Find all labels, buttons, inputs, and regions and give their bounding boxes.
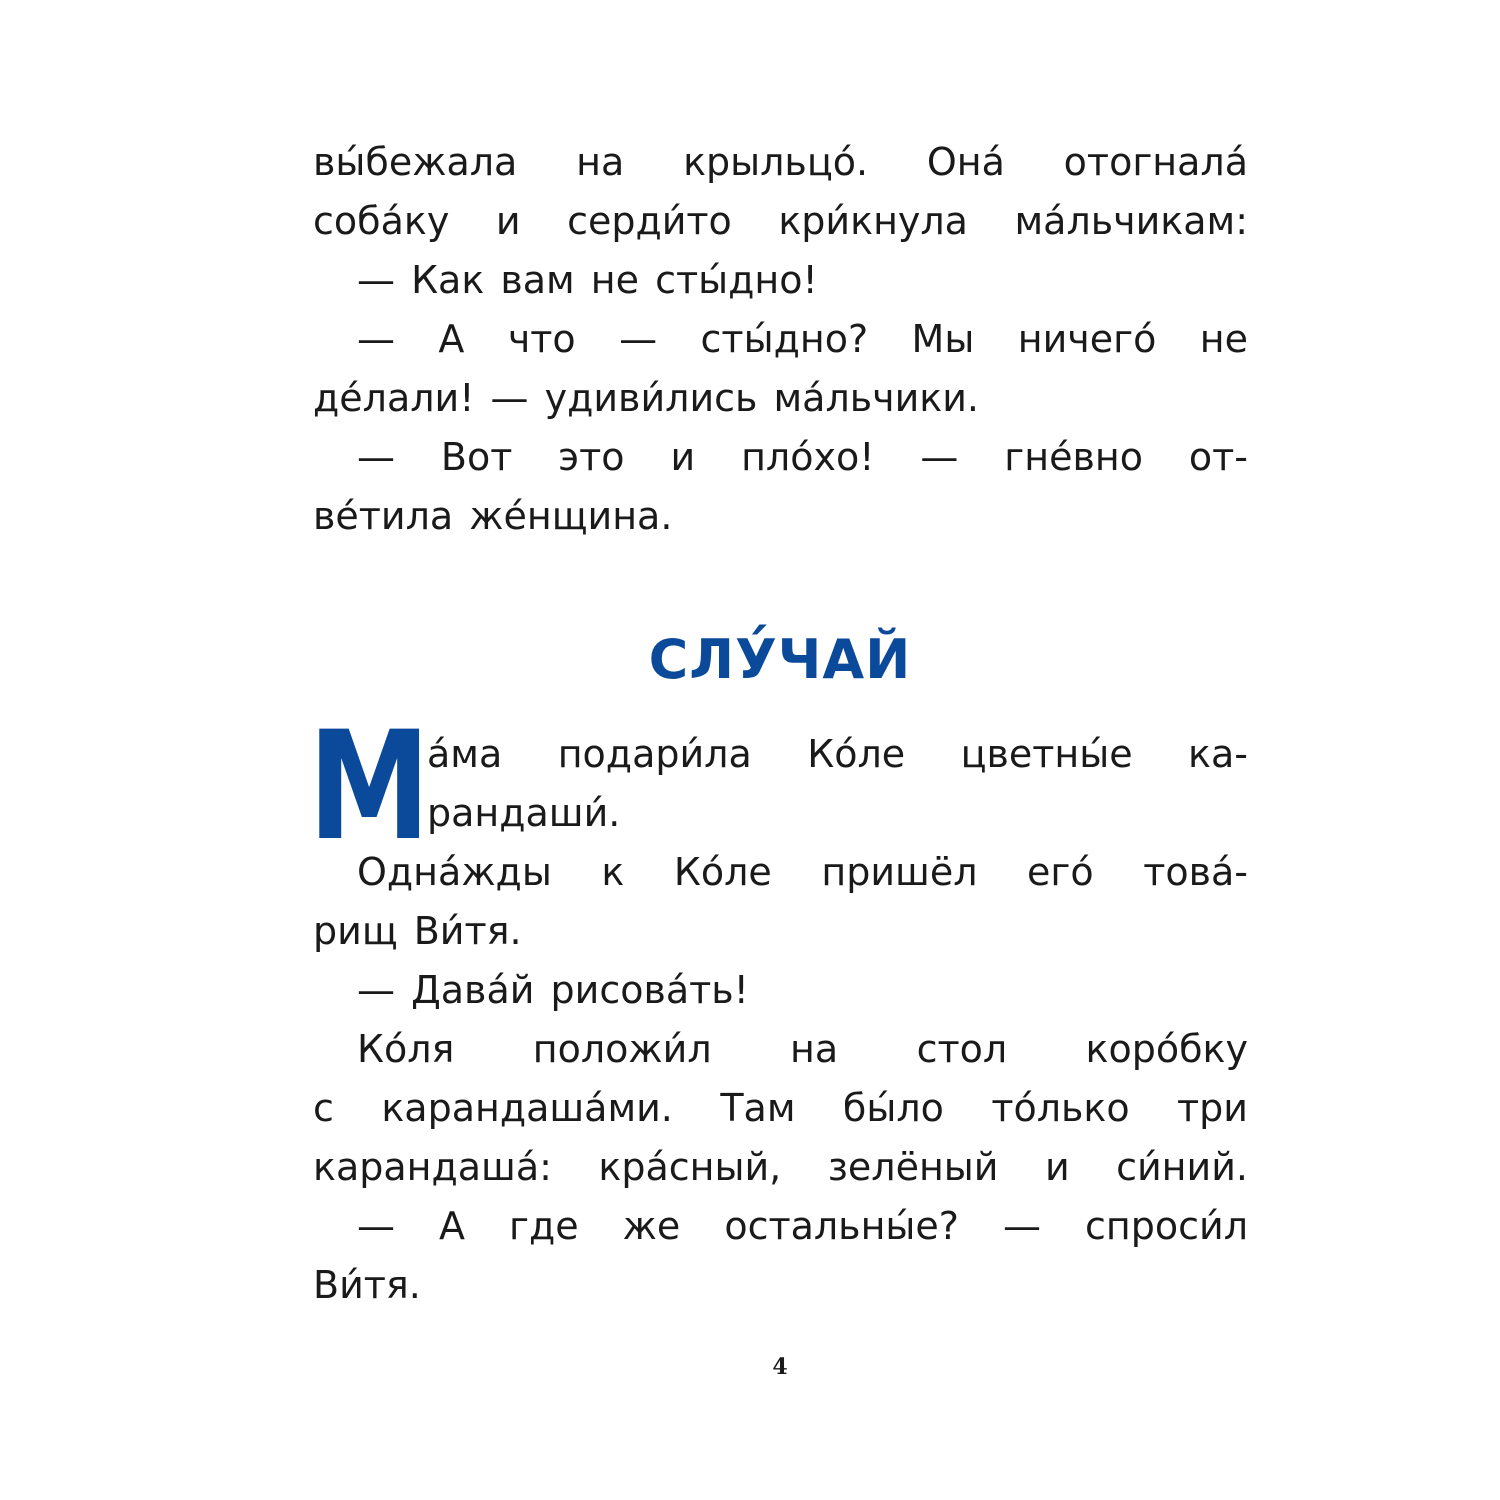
text-line: — Как вам не сты́дно! [357, 258, 818, 302]
text-line: рандаши́. [427, 791, 621, 835]
text-line: карандаша́: кра́сный, зелёный и си́ний. [313, 1145, 1248, 1189]
text-line: де́лали! — удиви́лись ма́льчики. [313, 376, 980, 420]
page-number: 4 [772, 1354, 788, 1380]
text-line: — А что — сты́дно? Мы ничего́ не [357, 317, 1248, 361]
text-line: — Вот это и пло́хо! — гне́вно от- [357, 435, 1248, 479]
drop-cap: М [308, 700, 431, 874]
text-line: вы́бежала на крыльцо́. Она́ отогнала́ [313, 140, 1248, 184]
text-line: ве́тила же́нщина. [313, 494, 673, 538]
text-line: соба́ку и серди́то кри́кнула ма́льчикам: [313, 199, 1248, 243]
text-line: а́ма подари́ла Ко́ле цветны́е ка- [427, 732, 1248, 776]
text-line: Ви́тя. [313, 1263, 421, 1307]
story-title: СЛУ́ЧАЙ [648, 628, 912, 691]
text-line: рищ Ви́тя. [313, 909, 522, 953]
text-line: Однáжды к Ко́ле пришёл его́ това́- [357, 850, 1248, 894]
text-line: — Дава́й рисова́ть! [357, 968, 749, 1012]
text-line: — А где же остальны́е? — спроси́л [357, 1204, 1248, 1248]
text-line: Ко́ля положи́л на стол коро́бку [357, 1027, 1248, 1071]
text-line: с карандаша́ми. Там бы́ло то́лько три [313, 1086, 1248, 1130]
